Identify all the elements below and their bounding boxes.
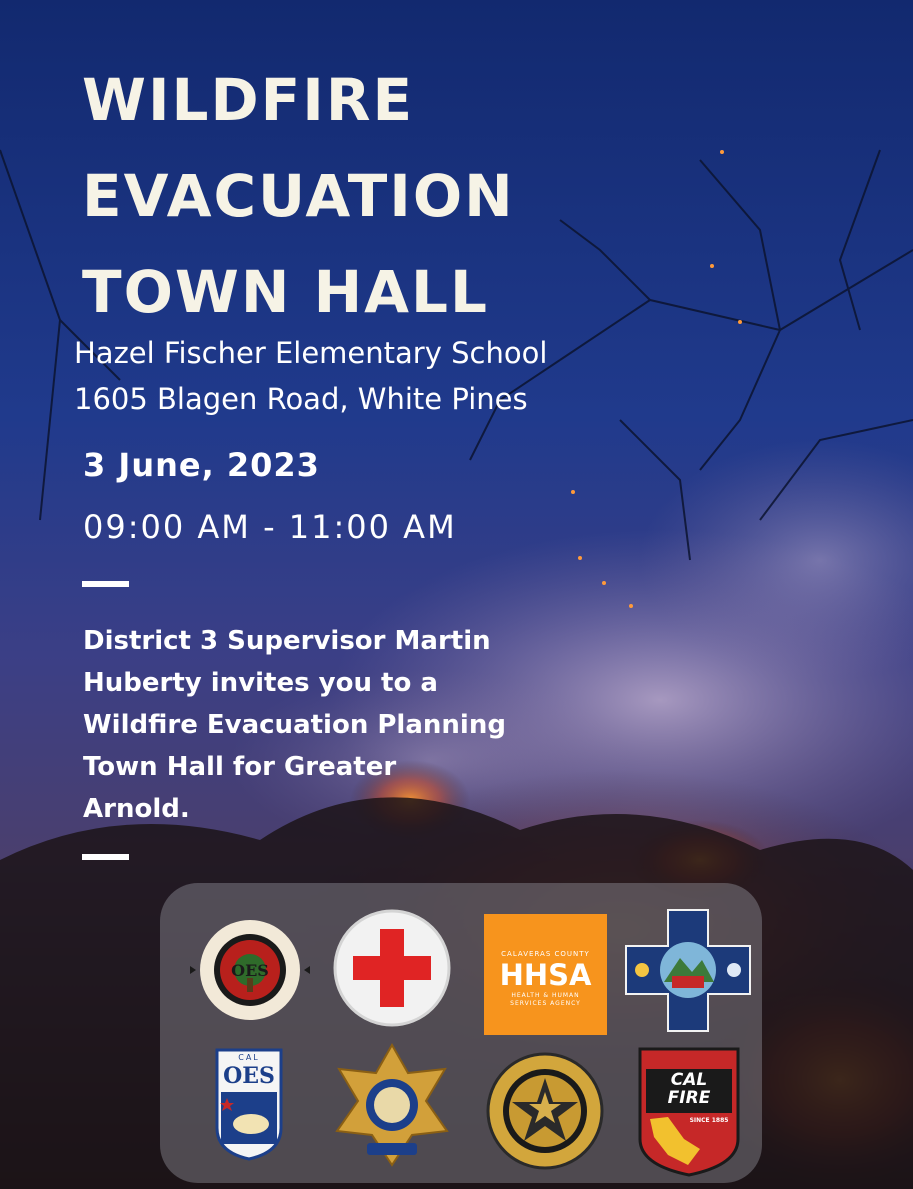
svg-text:OES: OES [231,961,269,980]
event-date: 3 June, 2023 [83,446,320,484]
title-line-1: WILDFIRE [82,66,415,134]
hhsa-main-text: HHSA [499,958,592,992]
venue-address: 1605 Blagen Road, White Pines [74,382,528,416]
hhsa-logo [484,914,607,1035]
divider [82,581,129,587]
title-line-3: TOWN HALL [82,258,489,326]
description-line: Wildfire Evacuation Planning [83,710,506,740]
venue-name: Hazel Fischer Elementary School [74,336,548,370]
description-line: Huberty invites you to a [83,668,438,698]
hhsa-sub-text: SERVICES AGENCY [510,1000,581,1007]
cal-oes-logo [215,1048,283,1161]
hhsa-county-text: CALAVERAS COUNTY [501,950,590,958]
description-line: District 3 Supervisor Martin [83,626,491,656]
cal-fire-text-cal: CAL [670,1070,708,1090]
cal-fire-text-fire: FIRE [667,1088,711,1108]
hhsa-sub-text: HEALTH & HUMAN [511,992,580,999]
venue-info [74,330,547,422]
cal-oes-top-text: CAL [238,1053,260,1062]
description-line: Arnold. [83,794,190,824]
title-line-2: EVACUATION [82,162,515,230]
red-cross-logo [333,909,451,1027]
event-time: 09:00 AM - 11:00 AM [83,508,457,546]
event-description [83,620,553,830]
cal-oes-main-text: OES [223,1063,275,1089]
oes-office-of-emergency-services-logo [188,918,312,1022]
ebbetts-pass-fire-district-logo [624,908,752,1033]
divider [82,854,129,860]
california-highway-patrol-badge [327,1043,457,1167]
calaveras-county-sheriff-badge [486,1052,604,1170]
description-line: Town Hall for Greater [83,752,397,782]
cal-fire-since-text: SINCE 1885 [689,1117,729,1124]
cal-fire-logo [638,1047,740,1177]
event-title [82,52,515,340]
